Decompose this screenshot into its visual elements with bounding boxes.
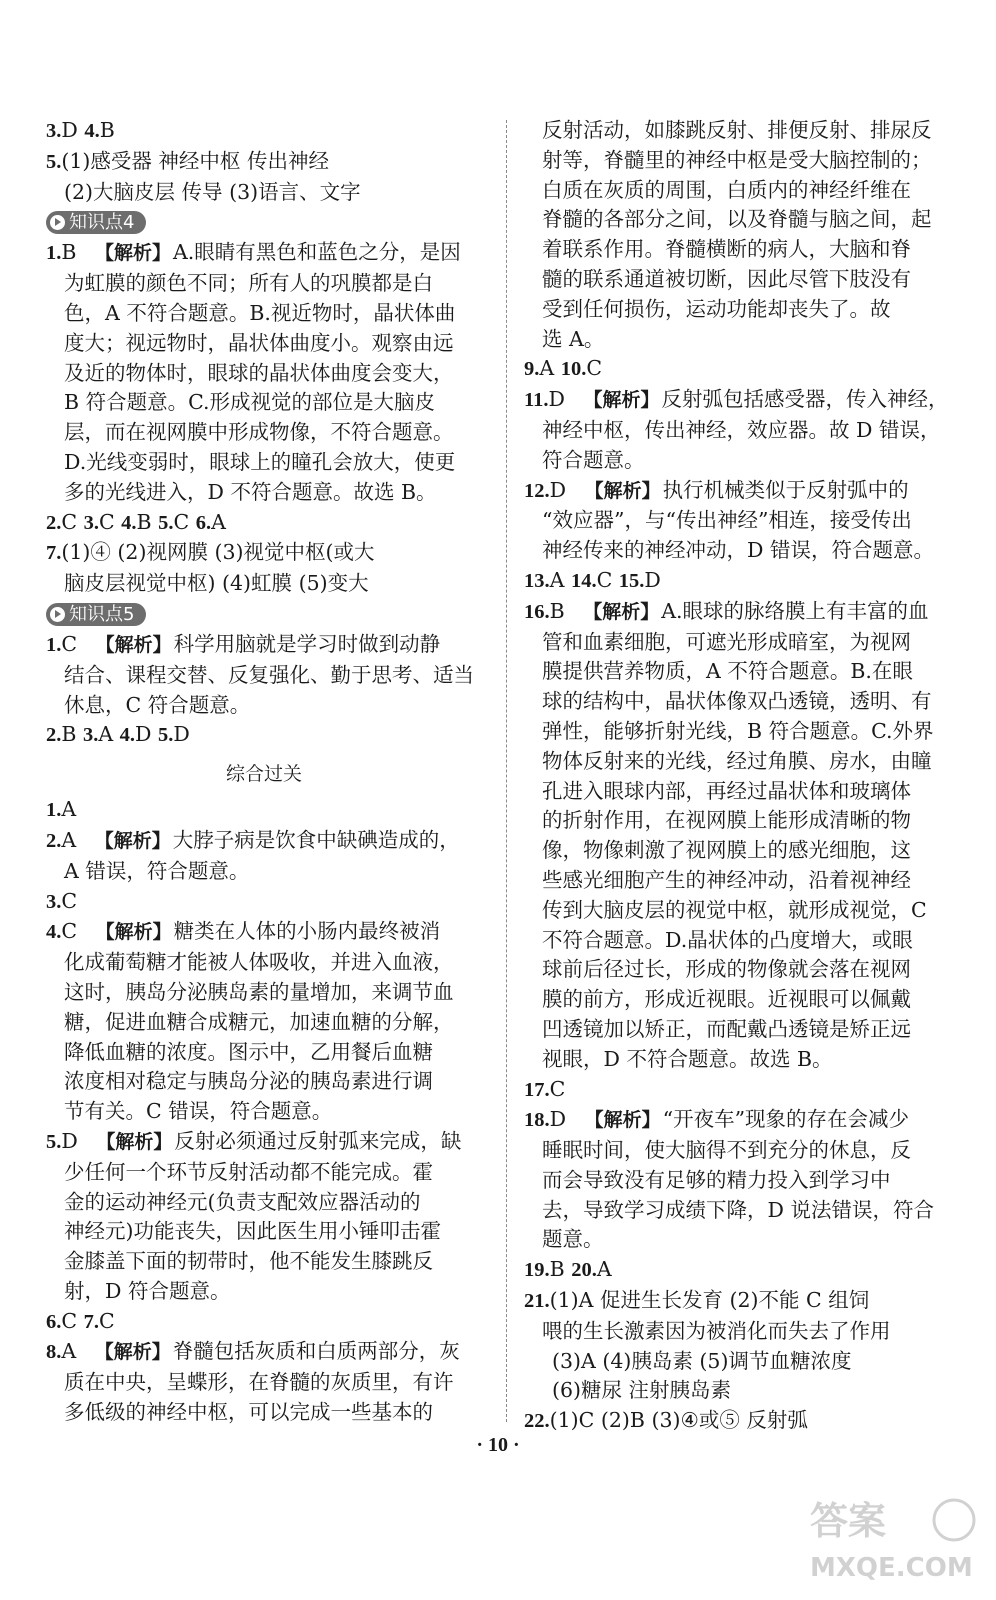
answer-line-continued: 休息，C 符合题意。 — [64, 692, 251, 717]
answer-line-continued: 着联系作用。脊髓横断的病人，大脑和脊 — [542, 237, 911, 262]
answer-line-continued: D.光线变弱时，眼球上的瞳孔会放大，使更 — [64, 449, 456, 474]
answer-line: 12.D 【解析】执行机械类似于反射弧中的 — [524, 477, 909, 502]
answer-line-continued: 些感光细胞产生的神经冲动，沿着视神经 — [542, 867, 911, 892]
answer-line: 1.A — [46, 797, 77, 822]
answer-line-continued: 睡眠时间，使大脑得不到充分的休息，反 — [542, 1138, 911, 1163]
answer-line-continued: 神经元)功能丧失，因此医生用小锤叩击霍 — [64, 1219, 441, 1244]
answer-line-continued: “效应器”，与“传出神经”相连，接受传出 — [542, 508, 912, 533]
answer-line: 21.(1)A 促进生长发育 (2)不能 C 组饲 — [524, 1288, 870, 1313]
watermark-logo — [806, 1490, 976, 1586]
answer-line-continued: 脊髓的各部分之间，以及脊髓与脑之间，起 — [542, 207, 932, 232]
page-number: · 10 · — [476, 1434, 520, 1456]
answer-line: 1.C 【解析】科学用脑就是学习时做到动静 — [46, 631, 441, 656]
answer-line: 3.C — [46, 888, 78, 913]
answer-line-continued: 神经中枢，传出神经，效应器。故 D 错误， — [542, 417, 941, 442]
answer-line: 9.A 10.C — [524, 356, 603, 381]
answer-line: 2.B 3.A 4.D 5.D — [46, 722, 190, 747]
answer-line-continued: A 错误，符合题意。 — [64, 858, 250, 883]
answer-line-continued: 膜的前方，形成近视眼。近视眼可以佩戴 — [542, 987, 911, 1012]
answer-line-continued: 喂的生长激素因为被消化而失去了作用 — [542, 1318, 891, 1343]
answer-line-continued: (2)大脑皮层 传导 (3)语言、文字 — [64, 179, 361, 204]
answer-line-continued: 孔进入眼球内部，再经过晶状体和玻璃体 — [542, 778, 911, 803]
answer-line-continued: 神经传来的神经冲动，D 错误，符合题意。 — [542, 538, 934, 563]
answer-line-continued: 降低血糖的浓度。图示中，乙用餐后血糖 — [64, 1039, 433, 1064]
answer-line-continued: 球前后径过长，形成的物像就会落在视网 — [542, 957, 911, 982]
answer-line-continued: 去，导致学习成绩下降，D 说法错误，符合 — [542, 1197, 934, 1222]
answer-line-continued: (6)糖尿 注射胰岛素 — [552, 1378, 732, 1403]
answer-line: 18.D 【解析】“开夜车”现象的存在会减少 — [524, 1107, 910, 1132]
answer-line-continued: 射，D 符合题意。 — [64, 1278, 231, 1303]
answer-line-continued: 不符合题意。D.晶状体的凸度增大，或眼 — [542, 927, 913, 952]
answer-line-continued: 球的结构中，晶状体像双凸透镜，透明、有 — [542, 689, 932, 714]
answer-line-continued: 节有关。C 错误，符合题意。 — [64, 1099, 333, 1124]
answer-line: 1.B 【解析】A.眼睛有黑色和蓝色之分，是因 — [46, 240, 461, 265]
answer-line-continued: 结合、课程交替、反复强化、勤于思考、适当 — [64, 662, 474, 687]
answer-line-continued: 而会导致没有足够的精力投入到学习中 — [542, 1167, 891, 1192]
section-title: 综合过关 — [225, 763, 302, 786]
section-badge-label: 知识点4 — [69, 212, 135, 234]
answer-line: 13.A 14.C 15.D — [524, 567, 661, 592]
badge-row — [46, 207, 482, 238]
answer-line-continued: 凹透镜加以矫正，而配戴凸透镜是矫正远 — [542, 1016, 911, 1041]
answer-line-continued: 射等，脊髓里的神经中枢是受大脑控制的； — [542, 147, 932, 172]
answer-line-continued: 脑皮层视觉中枢) (4)虹膜 (5)变大 — [64, 571, 369, 596]
answer-line-continued: 传到大脑皮层的视觉中枢，就形成视觉，C — [542, 897, 927, 922]
answer-line: 7.(1)④ (2)视网膜 (3)视觉中枢(或大 — [46, 540, 375, 565]
answer-line-continued: 管和血素细胞，可遮光形成暗室，为视网 — [542, 629, 911, 654]
answer-line-continued: 物体反射来的光线，经过角膜、房水，由瞳 — [542, 748, 932, 773]
column-divider — [506, 120, 507, 1422]
section-badge — [46, 211, 146, 234]
answer-line-continued: 受到任何损伤，运动功能却丧失了。故 — [542, 296, 891, 321]
answer-line: 8.A 【解析】脊髓包括灰质和白质两部分，灰 — [46, 1339, 460, 1364]
answer-line-continued: 化成葡萄糖才能被人体吸收，并进入血液， — [64, 950, 454, 975]
answer-line: 19.B 20.A — [524, 1257, 612, 1282]
play-icon — [50, 607, 65, 622]
answer-line: 5.D 【解析】反射必须通过反射弧来完成，缺 — [46, 1128, 462, 1153]
answer-line: 2.C 3.C 4.B 5.C 6.A — [46, 509, 226, 534]
play-icon — [50, 215, 65, 230]
answer-line-continued: B 符合题意。C.形成视觉的部位是大脑皮 — [64, 390, 436, 415]
answer-line-continued: 题意。 — [542, 1227, 604, 1252]
answer-line: 5.(1)感受器 神经中枢 传出神经 — [46, 148, 329, 173]
answer-line-continued: (3)A (4)胰岛素 (5)调节血糖浓度 — [552, 1348, 852, 1373]
answer-line-continued: 度大；视远物时，晶状体曲度小。观察由远 — [64, 330, 454, 355]
answer-line-continued: 色，A 不符合题意。B.视近物时，晶状体曲 — [64, 300, 456, 325]
section-badge — [46, 603, 146, 626]
right-column — [524, 116, 956, 1437]
left-column — [46, 116, 482, 1428]
answer-line-continued: 金的运动神经元(负责支配效应器活动的 — [64, 1189, 421, 1214]
answer-line-continued: 及近的物体时，眼球的晶状体曲度会变大， — [64, 360, 454, 385]
answer-line-continued: 视眼，D 不符合题意。故选 B。 — [542, 1046, 833, 1071]
answer-line: 11.D 【解析】反射弧包括感受器，传入神经， — [524, 387, 949, 412]
answer-line-continued: 髓的联系通道被切断，因此尽管下肢没有 — [542, 266, 911, 291]
answer-line-continued: 多的光线进入，D 不符合题意。故选 B。 — [64, 479, 437, 504]
svg-text:答案: 答案 — [810, 1499, 887, 1543]
answer-line-continued: 符合题意。 — [542, 447, 645, 472]
answer-line-continued: 选 A。 — [542, 326, 605, 351]
answer-line: 22.(1)C (2)B (3)④或⑤ 反射弧 — [524, 1408, 808, 1433]
answer-line-continued: 白质在灰质的周围，白质内的神经纤维在 — [542, 177, 911, 202]
answer-line: 6.C 7.C — [46, 1308, 115, 1333]
answer-line: 4.C 【解析】糖类在人体的小肠内最终被消 — [46, 919, 441, 944]
badge-row — [46, 599, 482, 630]
answer-line-continued: 金膝盖下面的韧带时，他不能发生膝跳反 — [64, 1249, 433, 1274]
answer-line-continued: 像，物像刺激了视网膜上的感光细胞，这 — [542, 838, 911, 863]
svg-text:MXQE.COM: MXQE.COM — [810, 1553, 973, 1583]
answer-line: 3.D 4.B — [46, 118, 115, 142]
answer-line-continued: 层，而在视网膜中形成物像，不符合题意。 — [64, 420, 454, 445]
answer-line: 2.A 【解析】大脖子病是饮食中缺碘造成的， — [46, 827, 460, 852]
answer-line-continued: 浓度相对稳定与胰岛分泌的胰岛素进行调 — [64, 1069, 433, 1094]
answer-line: 16.B 【解析】A.眼球的脉络膜上有丰富的血 — [524, 598, 929, 623]
answer-line-continued: 少任何一个环节反射活动都不能完成。霍 — [64, 1159, 433, 1184]
answer-line-continued: 反射活动，如膝跳反射、排便反射、排尿反 — [542, 118, 932, 142]
answer-line-continued: 质在中央，呈蝶形，在脊髓的灰质里，有许 — [64, 1370, 454, 1395]
answer-line-continued: 为虹膜的颜色不同；所有人的巩膜都是白 — [64, 271, 433, 296]
section-badge-label: 知识点5 — [69, 603, 135, 625]
answer-line-continued: 糖，促进血糖合成糖元，加速血糖的分解， — [64, 1009, 454, 1034]
answer-line-continued: 的折射作用，在视网膜上能形成清晰的物 — [542, 808, 911, 833]
answer-line: 17.C — [524, 1076, 566, 1101]
answer-line-continued: 多低级的神经中枢，可以完成一些基本的 — [64, 1400, 433, 1425]
answer-line-continued: 膜提供营养物质，A 不符合题意。B.在眼 — [542, 659, 913, 684]
answer-line-continued: 这时，胰岛分泌胰岛素的量增加，来调节血 — [64, 979, 454, 1004]
answer-line-continued: 弹性，能够折射光线，B 符合题意。C.外界 — [542, 718, 934, 743]
